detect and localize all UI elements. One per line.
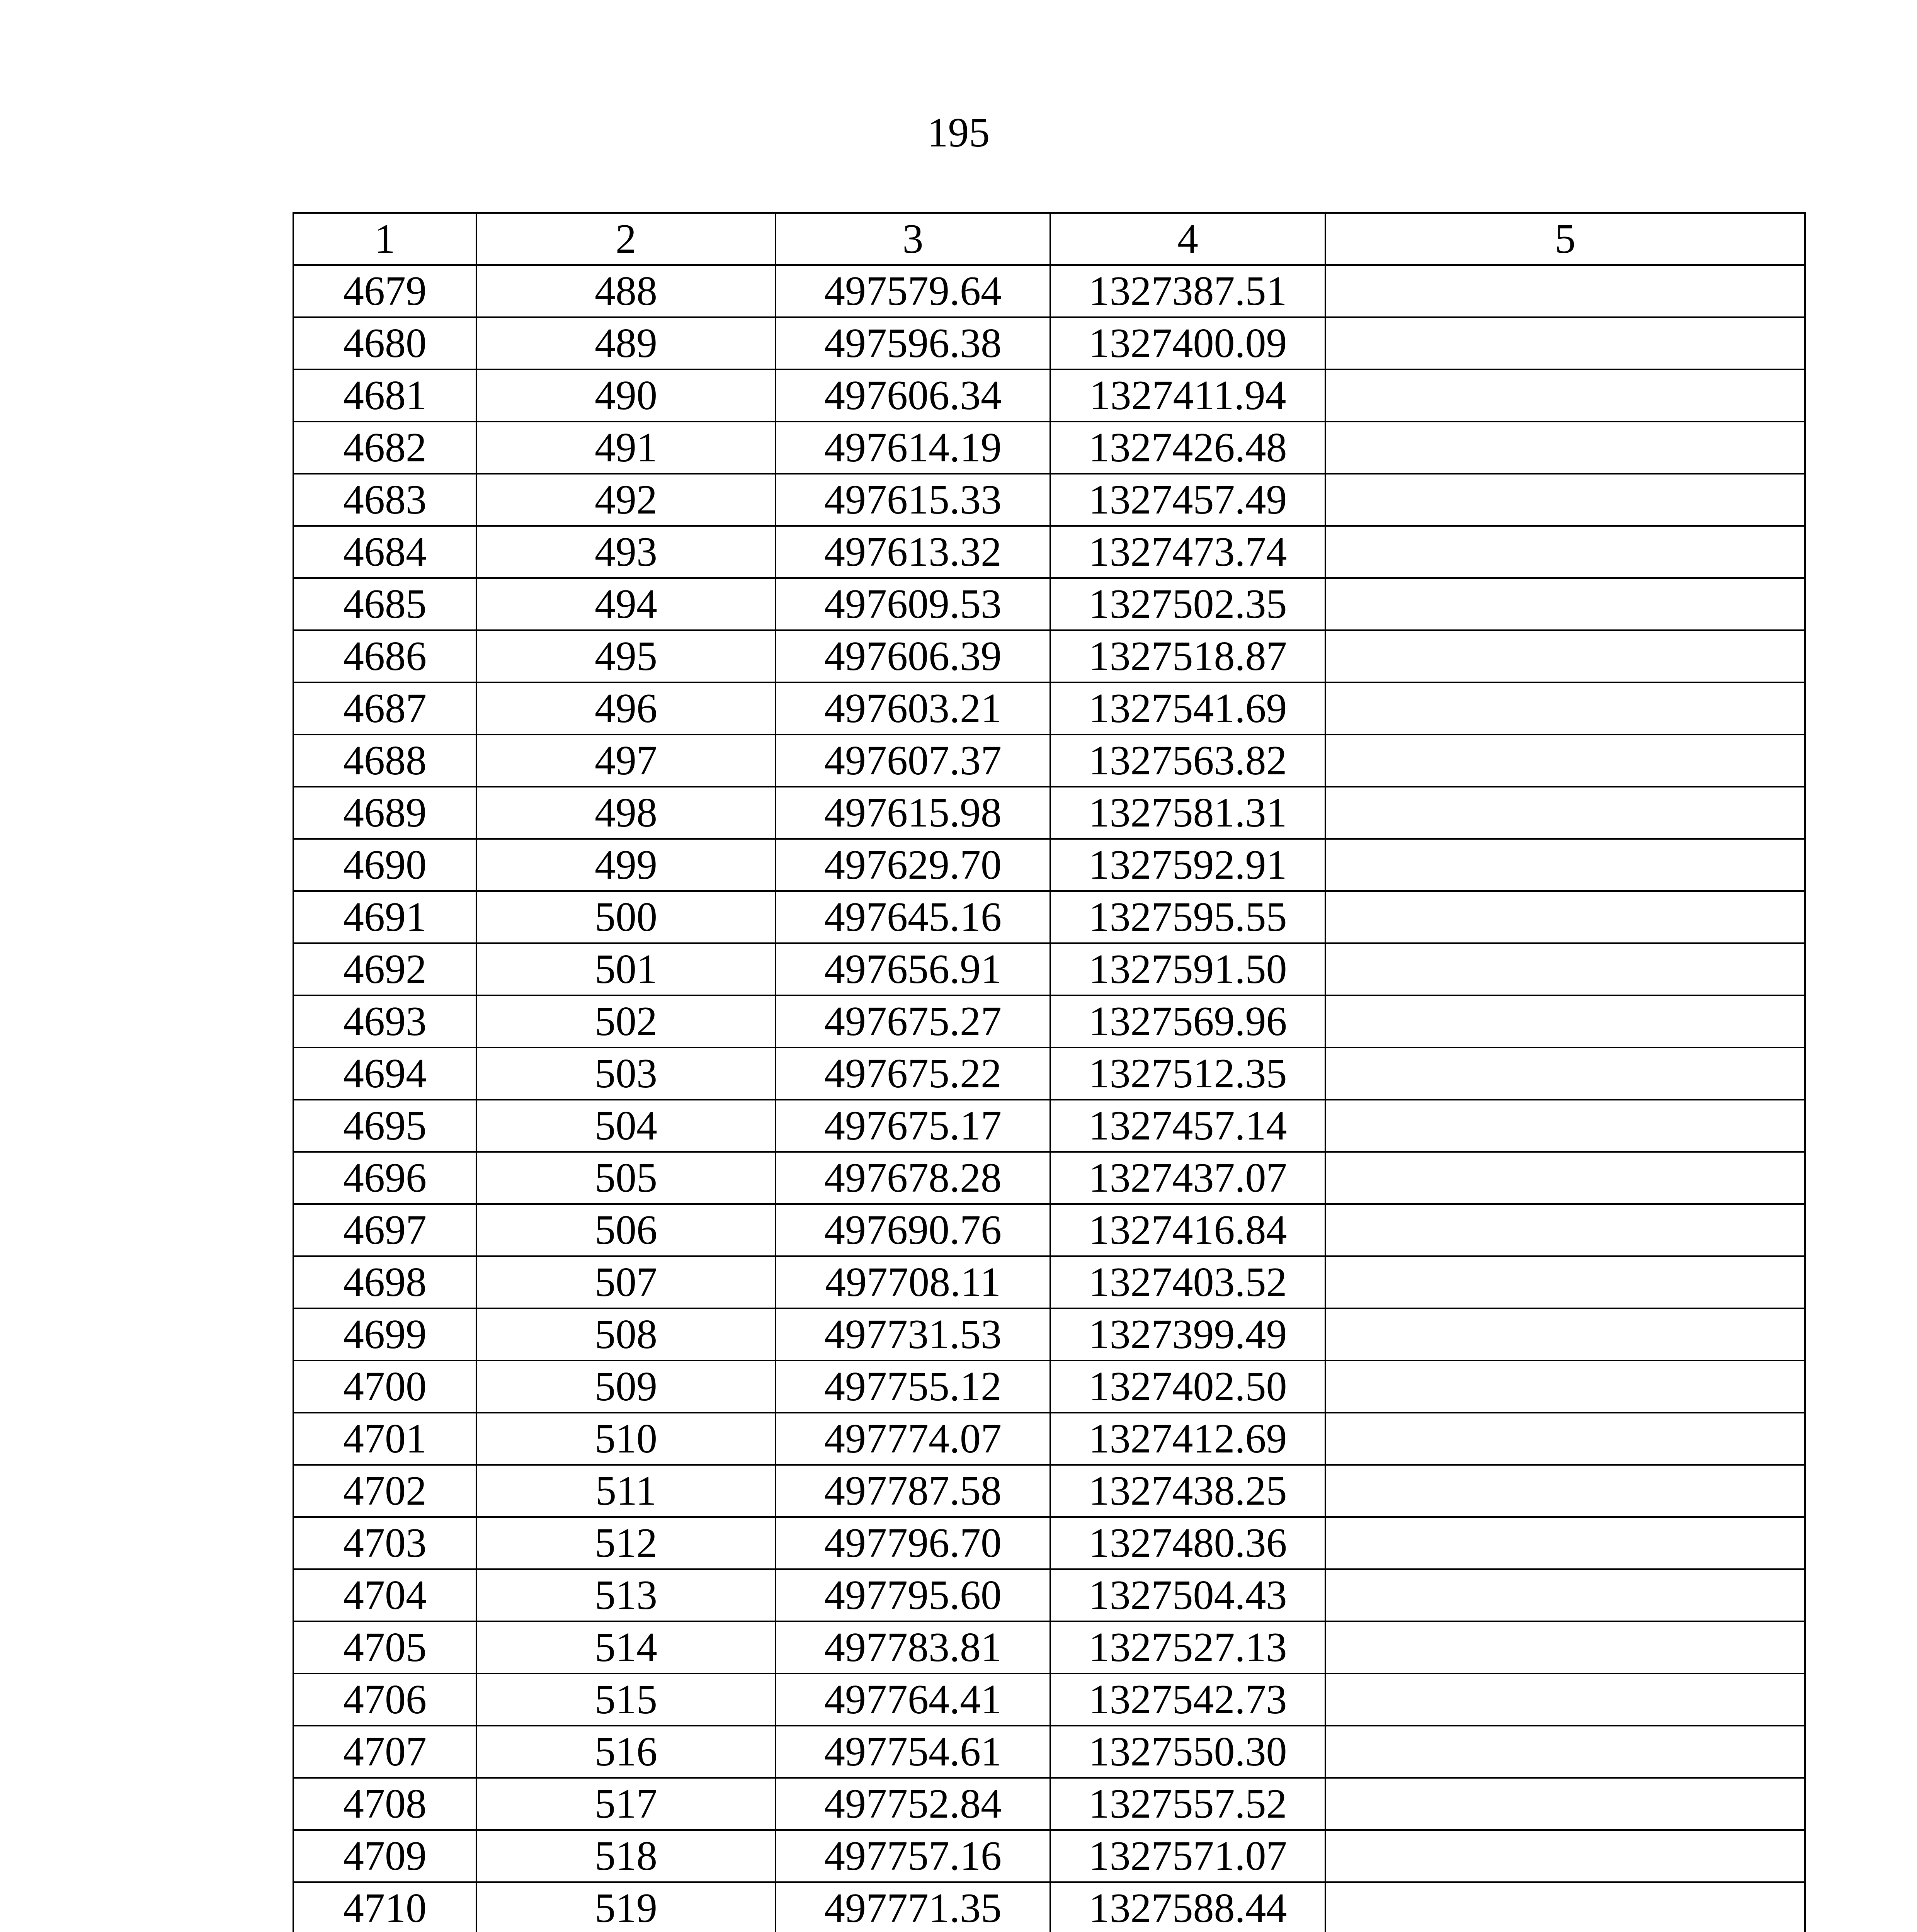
table-cell: 4707 — [293, 1726, 476, 1778]
table-cell: 497615.98 — [776, 787, 1050, 839]
table-cell — [1325, 682, 1805, 735]
table-cell — [1325, 526, 1805, 578]
table-cell: 514 — [476, 1621, 776, 1673]
table-cell — [1325, 1413, 1805, 1465]
table-cell: 4686 — [293, 630, 476, 682]
header-row — [293, 213, 1805, 265]
table-cell: 494 — [476, 578, 776, 630]
table-cell — [1325, 1048, 1805, 1100]
table-row — [293, 369, 1805, 422]
table-cell: 497606.34 — [776, 369, 1050, 422]
table-cell: 4694 — [293, 1048, 476, 1100]
table-cell: 4684 — [293, 526, 476, 578]
table-cell: 516 — [476, 1726, 776, 1778]
table-cell — [1325, 1778, 1805, 1830]
table-cell: 497764.41 — [776, 1673, 1050, 1726]
table-cell: 496 — [476, 682, 776, 735]
table-cell — [1325, 995, 1805, 1048]
column-header: 1 — [293, 213, 476, 265]
table-cell: 1327473.74 — [1050, 526, 1325, 578]
table-cell — [1325, 1569, 1805, 1621]
table-cell: 1327426.48 — [1050, 422, 1325, 474]
table-cell: 4689 — [293, 787, 476, 839]
table-row — [293, 317, 1805, 369]
table-cell: 497675.27 — [776, 995, 1050, 1048]
table-cell: 497675.22 — [776, 1048, 1050, 1100]
table-cell: 497645.16 — [776, 891, 1050, 943]
table-cell: 506 — [476, 1204, 776, 1256]
table-row — [293, 1726, 1805, 1778]
table-cell — [1325, 369, 1805, 422]
table-cell: 1327542.73 — [1050, 1673, 1325, 1726]
table-cell: 497795.60 — [776, 1569, 1050, 1621]
table-cell: 1327438.25 — [1050, 1465, 1325, 1517]
table-cell: 497603.21 — [776, 682, 1050, 735]
table-cell — [1325, 474, 1805, 526]
column-header: 3 — [776, 213, 1050, 265]
table-cell: 1327518.87 — [1050, 630, 1325, 682]
table-cell: 4687 — [293, 682, 476, 735]
table-row — [293, 891, 1805, 943]
table-cell: 4703 — [293, 1517, 476, 1569]
table-cell — [1325, 1152, 1805, 1204]
table-row — [293, 1778, 1805, 1830]
table-row — [293, 943, 1805, 995]
table-cell: 501 — [476, 943, 776, 995]
table-cell — [1325, 630, 1805, 682]
table-row — [293, 1361, 1805, 1413]
table-cell — [1325, 1465, 1805, 1517]
table-cell: 1327387.51 — [1050, 265, 1325, 317]
table-cell — [1325, 1726, 1805, 1778]
table-cell: 497752.84 — [776, 1778, 1050, 1830]
table-cell: 1327437.07 — [1050, 1152, 1325, 1204]
table-cell — [1325, 1204, 1805, 1256]
table-cell: 4688 — [293, 735, 476, 787]
table-cell: 1327581.31 — [1050, 787, 1325, 839]
table-row — [293, 839, 1805, 891]
table-cell: 4705 — [293, 1621, 476, 1673]
table-cell — [1325, 839, 1805, 891]
table-cell: 4680 — [293, 317, 476, 369]
table-row — [293, 1621, 1805, 1673]
table-cell: 1327557.52 — [1050, 1778, 1325, 1830]
table-row — [293, 1882, 1805, 1932]
table-cell — [1325, 578, 1805, 630]
table-cell: 4704 — [293, 1569, 476, 1621]
column-header: 2 — [476, 213, 776, 265]
table-cell: 4679 — [293, 265, 476, 317]
table-cell: 493 — [476, 526, 776, 578]
table-row — [293, 1152, 1805, 1204]
table-cell: 495 — [476, 630, 776, 682]
table-row — [293, 735, 1805, 787]
table-cell: 1327563.82 — [1050, 735, 1325, 787]
table-cell: 500 — [476, 891, 776, 943]
column-header: 4 — [1050, 213, 1325, 265]
table-cell: 497754.61 — [776, 1726, 1050, 1778]
table-row — [293, 526, 1805, 578]
table-cell: 488 — [476, 265, 776, 317]
table-row — [293, 1256, 1805, 1308]
table-row — [293, 1830, 1805, 1882]
table-cell: 4692 — [293, 943, 476, 995]
table-cell — [1325, 943, 1805, 995]
table-cell: 507 — [476, 1256, 776, 1308]
table-cell: 519 — [476, 1882, 776, 1932]
table-cell: 4690 — [293, 839, 476, 891]
table-row — [293, 1673, 1805, 1726]
table-cell: 4702 — [293, 1465, 476, 1517]
table-cell: 508 — [476, 1308, 776, 1361]
table-cell: 1327399.49 — [1050, 1308, 1325, 1361]
table-cell: 1327457.49 — [1050, 474, 1325, 526]
table-cell: 497596.38 — [776, 317, 1050, 369]
table-cell: 509 — [476, 1361, 776, 1413]
table-cell: 1327592.91 — [1050, 839, 1325, 891]
table-cell: 489 — [476, 317, 776, 369]
table-cell: 497615.33 — [776, 474, 1050, 526]
table-cell: 511 — [476, 1465, 776, 1517]
table-cell: 1327512.35 — [1050, 1048, 1325, 1100]
column-header: 5 — [1325, 213, 1805, 265]
table-cell: 1327588.44 — [1050, 1882, 1325, 1932]
table-cell — [1325, 1882, 1805, 1932]
table-cell: 4682 — [293, 422, 476, 474]
table-cell: 1327457.14 — [1050, 1100, 1325, 1152]
table-cell: 497757.16 — [776, 1830, 1050, 1882]
table-cell: 499 — [476, 839, 776, 891]
table-cell: 1327400.09 — [1050, 317, 1325, 369]
table-cell — [1325, 787, 1805, 839]
table-cell: 497613.32 — [776, 526, 1050, 578]
table-cell: 491 — [476, 422, 776, 474]
table-cell: 510 — [476, 1413, 776, 1465]
table-row — [293, 995, 1805, 1048]
table-cell: 4693 — [293, 995, 476, 1048]
table-cell: 4700 — [293, 1361, 476, 1413]
table-cell: 4709 — [293, 1830, 476, 1882]
table-cell: 4683 — [293, 474, 476, 526]
table-cell: 1327402.50 — [1050, 1361, 1325, 1413]
table-cell: 498 — [476, 787, 776, 839]
table-row — [293, 787, 1805, 839]
table-cell — [1325, 1308, 1805, 1361]
table-cell: 4696 — [293, 1152, 476, 1204]
table-cell: 497787.58 — [776, 1465, 1050, 1517]
table-cell: 517 — [476, 1778, 776, 1830]
table-cell: 497579.64 — [776, 265, 1050, 317]
table-cell: 497 — [476, 735, 776, 787]
table-cell: 1327569.96 — [1050, 995, 1325, 1048]
table-cell: 497606.39 — [776, 630, 1050, 682]
table-cell: 1327502.35 — [1050, 578, 1325, 630]
table-cell: 492 — [476, 474, 776, 526]
table-cell: 4681 — [293, 369, 476, 422]
table-row — [293, 1048, 1805, 1100]
table-cell: 515 — [476, 1673, 776, 1726]
table-row — [293, 474, 1805, 526]
table-cell: 497690.76 — [776, 1204, 1050, 1256]
page-number: 195 — [927, 110, 990, 156]
table-cell: 497675.17 — [776, 1100, 1050, 1152]
table-row — [293, 265, 1805, 317]
table-cell: 497708.11 — [776, 1256, 1050, 1308]
table-cell: 502 — [476, 995, 776, 1048]
table-row — [293, 1517, 1805, 1569]
table-row — [293, 1569, 1805, 1621]
table-cell: 497656.91 — [776, 943, 1050, 995]
table-row — [293, 682, 1805, 735]
table-cell — [1325, 1621, 1805, 1673]
table-cell: 1327541.69 — [1050, 682, 1325, 735]
table-cell: 497796.70 — [776, 1517, 1050, 1569]
table-cell: 505 — [476, 1152, 776, 1204]
table-cell: 1327571.07 — [1050, 1830, 1325, 1882]
table-cell: 497678.28 — [776, 1152, 1050, 1204]
table-cell: 1327591.50 — [1050, 943, 1325, 995]
table-cell: 1327480.36 — [1050, 1517, 1325, 1569]
table-row — [293, 422, 1805, 474]
table-row — [293, 1308, 1805, 1361]
table-cell: 1327595.55 — [1050, 891, 1325, 943]
table-cell: 4710 — [293, 1882, 476, 1932]
table-cell: 497607.37 — [776, 735, 1050, 787]
table-cell: 497629.70 — [776, 839, 1050, 891]
table-cell — [1325, 1361, 1805, 1413]
table-cell: 504 — [476, 1100, 776, 1152]
table-cell — [1325, 1830, 1805, 1882]
table-row — [293, 1100, 1805, 1152]
table-cell: 4698 — [293, 1256, 476, 1308]
table-cell — [1325, 317, 1805, 369]
table-cell: 4695 — [293, 1100, 476, 1152]
table-cell: 497614.19 — [776, 422, 1050, 474]
table-cell: 497783.81 — [776, 1621, 1050, 1673]
coordinates-table — [293, 212, 1806, 1932]
table-cell — [1325, 422, 1805, 474]
table-cell: 4708 — [293, 1778, 476, 1830]
table-cell: 1327403.52 — [1050, 1256, 1325, 1308]
table-cell: 4706 — [293, 1673, 476, 1726]
table-cell: 4697 — [293, 1204, 476, 1256]
table-cell: 503 — [476, 1048, 776, 1100]
table-cell — [1325, 735, 1805, 787]
table-cell: 518 — [476, 1830, 776, 1882]
table-cell: 4701 — [293, 1413, 476, 1465]
table-cell: 513 — [476, 1569, 776, 1621]
table-cell — [1325, 1100, 1805, 1152]
table-cell: 497771.35 — [776, 1882, 1050, 1932]
table-row — [293, 1204, 1805, 1256]
table-row — [293, 1465, 1805, 1517]
table-cell — [1325, 1517, 1805, 1569]
table-row — [293, 1413, 1805, 1465]
table-row — [293, 578, 1805, 630]
table-cell — [1325, 891, 1805, 943]
table-cell: 1327411.94 — [1050, 369, 1325, 422]
table-cell — [1325, 1673, 1805, 1726]
table-cell: 497774.07 — [776, 1413, 1050, 1465]
table-body — [293, 265, 1805, 1932]
table-cell: 1327412.69 — [1050, 1413, 1325, 1465]
table-cell: 4691 — [293, 891, 476, 943]
table-cell: 1327504.43 — [1050, 1569, 1325, 1621]
table-cell — [1325, 1256, 1805, 1308]
table-cell: 1327416.84 — [1050, 1204, 1325, 1256]
table-cell: 512 — [476, 1517, 776, 1569]
table-cell: 497755.12 — [776, 1361, 1050, 1413]
table-cell: 1327527.13 — [1050, 1621, 1325, 1673]
table-cell: 497609.53 — [776, 578, 1050, 630]
table-cell: 490 — [476, 369, 776, 422]
table-row — [293, 630, 1805, 682]
table-cell: 1327550.30 — [1050, 1726, 1325, 1778]
table-cell: 497731.53 — [776, 1308, 1050, 1361]
table-cell: 4685 — [293, 578, 476, 630]
table-cell: 4699 — [293, 1308, 476, 1361]
table-cell — [1325, 265, 1805, 317]
